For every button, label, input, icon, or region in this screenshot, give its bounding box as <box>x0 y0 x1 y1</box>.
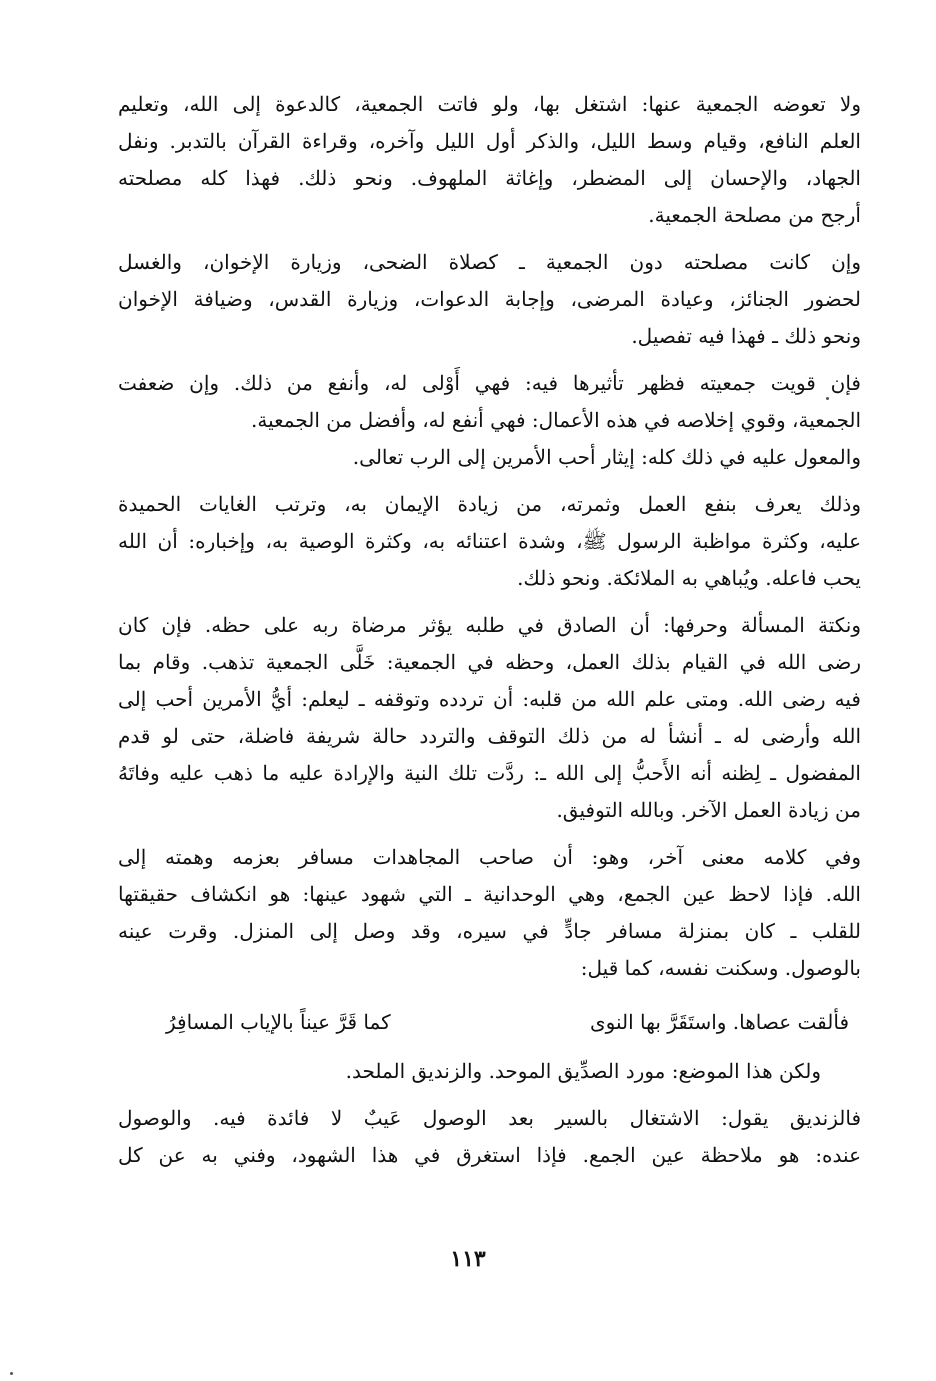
text-line: ولكن هذا الموضع: مورد الصدِّيق الموحد. والزنديق الملحد. <box>345 1059 821 1083</box>
body-text <box>118 86 861 1184</box>
text-line: فيه رضى الله. ومتى علم الله من قلبه: أن تردده وتوقفه ـ ليعلم: أيُّ الأمرين أحب إلى <box>118 687 861 711</box>
text-line: ولا تعوضه الجمعية عنها: اشتغل بها، ولو فاتت الجمعية، كالدعوة إلى الله، وتعليم <box>118 92 861 116</box>
text-line: وفي كلامه معنى آخر، وهو: أن صاحب المجاهدات مسافر بعزمه وهمته إلى <box>118 845 861 869</box>
paragraph-1 <box>118 86 861 234</box>
text-line: لحضور الجنائز، وعيادة المرضى، وإجابة الدعوات، وزيارة القدس، وضيافة الإخوان <box>118 287 861 311</box>
text-line: يحب فاعله. ويُباهي به الملائكة. ونحو ذلك. <box>517 566 861 590</box>
text-line: العلم النافع، وقيام وسط الليل، والذكر أول الليل وآخره، وقراءة القرآن بالتدبر. ونفل <box>118 129 861 153</box>
page-number: ١١٣ <box>450 1246 486 1272</box>
text-line: وذلك يعرف بنفع العمل وثمرته، من زيادة الإيمان به، وترتب الغايات الحميدة <box>118 492 861 516</box>
text-line: عليه، وكثرة مواظبة الرسول ﷺ، وشدة اعتنائه به، وكثرة الوصية به، وإخباره: أن الله <box>118 529 861 553</box>
poem-first-hemistich: فألقت عصاها. واستَقَرَّ بها النوى <box>589 1010 849 1034</box>
text-line: رضى الله في القيام بذلك العمل، وحظه في الجمعية: خَلَّى الجمعية تذهب. وقام بما <box>118 650 861 674</box>
text-line: الله. فإذا لاحظ عين الجمع، وهي الوحدانية ـ التي شهود عينها: هو انكشاف حقيقتها <box>118 882 861 906</box>
text-line: ونحو ذلك ـ فهذا فيه تفصيل. <box>631 324 861 348</box>
text-line: الجمعية، وقوي إخلاصه في هذه الأعمال: فهي أنفع له، وأفضل من الجمعية. <box>251 408 861 432</box>
text-line: أرجح من مصلحة الجمعية. <box>648 203 861 227</box>
text-line: ونكتة المسألة وحرفها: أن الصادق في طلبه يؤثر مرضاة ربه على حظه. فإن كان <box>118 613 861 637</box>
text-line: الله وأرضى له ـ أنشأ له من ذلك التوقف والتردد حالة شريفة فاضلة، حتى لو قدم <box>118 724 861 748</box>
paragraph-5 <box>118 607 861 829</box>
paragraph-3 <box>118 365 861 476</box>
poem-verse <box>118 997 861 1047</box>
text-line: من زيادة العمل الآخر. وبالله التوفيق. <box>556 798 861 822</box>
paragraph-final <box>118 1100 861 1174</box>
paper-speck <box>10 1372 13 1375</box>
text-line: للقلب ـ كان بمنزلة مسافر جادٍّ في سيره، وقد وصل إلى المنزل. وقرت عينه <box>118 919 861 943</box>
text-line: المفضول ـ لِظنه أنه الأَحبُّ إلى الله ـ: ردَّت تلك النية والإرادة عليه ما ذهب عليه وفاتَهُ <box>118 761 861 785</box>
paragraph-2 <box>118 244 861 355</box>
text-line: بالوصول. وسكنت نفسه، كما قيل: <box>580 956 861 980</box>
text-line: وإن كانت مصلحته دون الجمعية ـ كصلاة الضحى، وزيارة الإخوان، والغسل <box>118 250 861 274</box>
after-poem-paragraph <box>118 1053 861 1090</box>
poem-second-hemistich: كما قَرَّ عيناً بالإياب المسافِرُ <box>166 1010 391 1034</box>
text-line: الجهاد، والإحسان إلى المضطر، وإغاثة الملهوف. ونحو ذلك. فهذا كله مصلحته <box>118 166 861 190</box>
text-line: عنده: هو ملاحظة عين الجمع. فإذا استغرق في هذا الشهود، وفني به عن كل <box>118 1143 861 1167</box>
paper-speck <box>826 397 829 400</box>
text-line: والمعول عليه في ذلك كله: إيثار أحب الأمرين إلى الرب تعالى. <box>352 445 861 469</box>
text-line: فإن قويت جمعيته فظهر تأثيرها فيه: فهي أَوْلى له، وأنفع من ذلك. وإن ضعفت <box>118 371 861 395</box>
paragraph-4 <box>118 486 861 597</box>
text-line: فالزنديق يقول: الاشتغال بالسير بعد الوصول عَيبٌ لا فائدة فيه. والوصول <box>118 1106 861 1130</box>
paragraph-6 <box>118 839 861 987</box>
